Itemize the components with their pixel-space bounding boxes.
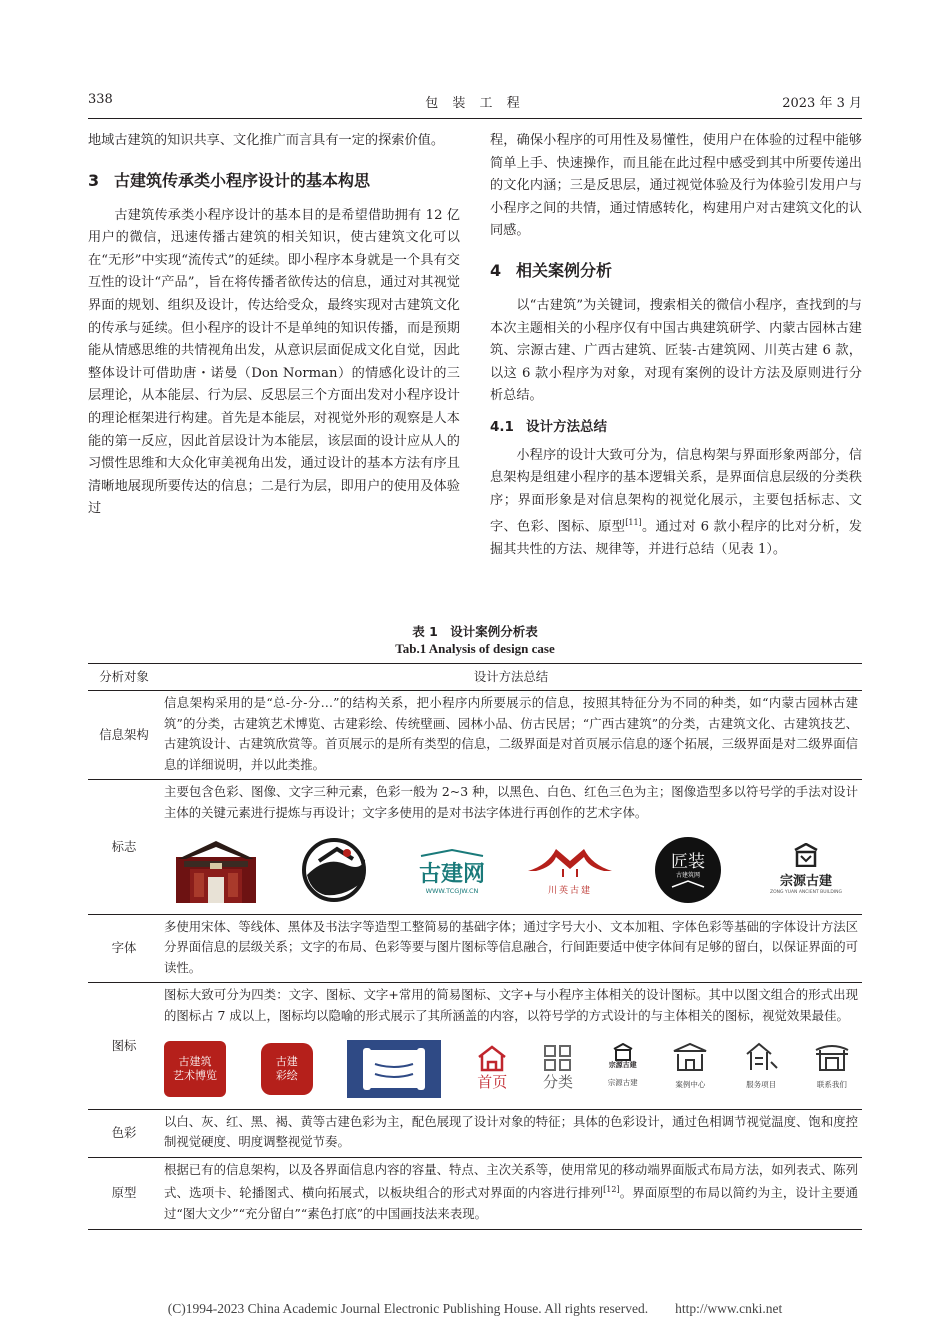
category-icon [543, 1044, 573, 1093]
logo-jiangzhuang-text: 匠装 [671, 851, 705, 872]
logo-zongyuan-text: 宗源古建 [779, 873, 832, 889]
row-text: 多使用宋体、等线体、黑体及书法字等造型工整简易的基础字体；通过字号大小、文本加粗、字体色彩等基础的字体设计方法区分界面信息的层级关系；文字的布局、色彩等要与图片图标等信息融合，行间距要适中使字体间有足够的留白，以保证界面的可读性。 [160, 914, 862, 983]
icon-label: 案例中心 [675, 1079, 706, 1089]
row-text: 以白、灰、红、黑、褐、黄等古建色彩为主，配色展现了设计对象的特征；具体的色彩设计，通过色相调节视觉温度、饱和度控制视觉硬度、明度调整视觉节奏。 [160, 1109, 862, 1157]
right-column [490, 130, 862, 562]
logo-gujianwang-url: WWW.TCGJW.CN [425, 887, 479, 896]
row-label: 色彩 [88, 1109, 160, 1157]
icon-label: 服务项目 [746, 1079, 777, 1089]
icon-label: 宗源古建 [607, 1078, 638, 1088]
paragraph-text: 。通过对 6 款小程序的比对分析，发掘其共性的方法、规律等，并进行总结（见表 1）。 [490, 519, 862, 558]
left-column [88, 130, 460, 521]
section-title: 相关案例分析 [516, 260, 613, 280]
table-row-icon [88, 983, 862, 1109]
table-row-color [88, 1109, 862, 1157]
icon-text: 艺术博览 [173, 1068, 217, 1082]
row-label: 字体 [88, 914, 160, 983]
icon-art-expo [164, 1041, 226, 1097]
row-text: 图标大致可分为四类：文字、图标、文字+常用的简易图标、文字+与小程序主体相关的设计图标。其中以图文组合的形式出现的图标占 7 成以上，图标均以隐喻的形式展示了其所涵盖的内容，以符号学的方式设计的与主体相关的图标，视觉效果最佳。 [164, 987, 858, 1023]
page-header [88, 92, 862, 114]
home-icon [476, 1044, 508, 1093]
table-header-object: 分析对象 [88, 664, 160, 691]
paragraph [490, 445, 862, 562]
subsection-number: 4.1 [490, 418, 514, 435]
zongyuan-icon [608, 1043, 638, 1094]
logo-zongyuan [760, 836, 852, 904]
row-text: 主要包含色彩、图像、文字三种元素，色彩一般为 2~3 种，以黑色、白色、红色三色为主；图像造型多以符号学的手法对设计主体的关键元素进行提炼与再设计；文字多使用的是对书法字体进行再创作的艺术字体。 [164, 784, 858, 820]
icon-inner-text: 宗源古建 [608, 1061, 637, 1070]
subsection-title: 设计方法总结 [526, 418, 607, 435]
table-row-prototype [88, 1157, 862, 1229]
icon-painting [261, 1043, 313, 1095]
icon-text: 古建筑 [178, 1054, 212, 1068]
logo-jiangzhuang [642, 836, 734, 904]
logo-gujianwang [406, 836, 498, 904]
journal-title: 包 装 工 程 [425, 96, 525, 111]
section-4-heading [490, 259, 862, 283]
design-case-table [88, 663, 862, 1230]
table-row-font [88, 914, 862, 983]
issue-date: 2023 年 3 月 [782, 96, 862, 111]
paragraph-text: 小程序的设计大致可分为，信息构架与界面形象两部分，信息架构是组建小程序的基本逻辑关系，是界面信息层级的分类秩序；界面形象是对信息架构的视觉化展示，主要包括标志、文字、色彩、图标、原型 [490, 447, 862, 535]
logo-jiangzhuang-side: 古建筑网 [675, 871, 700, 879]
table-header-summary: 设计方法总结 [160, 664, 862, 691]
header-rule [88, 118, 862, 119]
paragraph-continuation: 地域古建筑的知识共享、文化推广而言具有一定的探索价值。 [88, 133, 445, 148]
paragraph-continuation: 程，确保小程序的可用性及易懂性，使用户在体验的过程中能够简单上手、快速操作，而且能在此过程中感受到其中所要传递出的文化内涵；三是反思层，通过视觉体验及行为体验引发用户与小程序之间的共情，通过情感转化，构建用户对古建筑文化的认同感。 [490, 133, 862, 239]
paragraph: 以“古建筑”为关键词，搜索相关的微信小程序，查找到的与本次主题相关的小程序仅有中国古典建筑研学、内蒙古园林古建筑、宗源古建、广西古建筑、匠装-古建筑网、川英古建 6 款，以这 6 款小程序为对象，对现有案例的设计方法及原则进行分析总结。 [490, 297, 862, 404]
logo-ink-circle [288, 836, 380, 904]
row-text: 信息架构采用的是“总-分-分…”的结构关系，把小程序内所要展示的信息，按照其特征分为不同的种类，如“内蒙古园林古建筑”的分类，古建筑艺术博览、古建彩绘、传统壁画、园林小品、仿古民居；“广西古建筑”的分类，古建筑文化、古建筑技艺、古建筑设计、古建筑欣赏等。首页展示的是所有类型的信息，二级界面是对首页展示信息的逐个拓展，三级界面是对二级界面信息的详细说明，并以此类推。 [160, 691, 862, 780]
citation-ref[interactable]: [11] [625, 518, 642, 528]
table-caption-en: Tab.1 Analysis of design case [395, 641, 555, 656]
icon-gallery [164, 1037, 850, 1101]
icon-label: 分类 [542, 1073, 573, 1092]
icon-text: 古建 [275, 1054, 298, 1068]
row-label: 标志 [88, 780, 160, 914]
logo-gallery [170, 834, 852, 906]
icon-label: 联系我们 [816, 1079, 847, 1089]
logo-temple-photo [170, 836, 262, 904]
icon-label: 首页 [477, 1073, 508, 1092]
scroll-icon [347, 1040, 441, 1098]
section-number: 4 [490, 260, 502, 280]
row-label: 信息架构 [88, 691, 160, 780]
case-center-icon [672, 1042, 708, 1096]
table-row-info-architecture [88, 691, 862, 780]
table-row-logo [88, 780, 862, 914]
service-icon [743, 1042, 779, 1096]
paragraph: 古建筑传承类小程序设计的基本目的是希望借助拥有 12 亿用户的微信，迅速传播古建筑的相关知识，使古建筑文化可以在“无形”中实现“流传式”的延续。即小程序本身就是一个具有交互性的设计“产品”，旨在将传播者欲传达的信息，通过对其视觉界面的规划、组织及设计，传达给受众，最终实现对古建筑文化的传承与延续。但小程序的设计不是单纯的知识传播，而是预期能从情感思维的共情视角出发，从意识层面促成文化自觉，因此整体设计可借助唐・诺曼（Don Norman）的情感化设计的三层理论，从本能层、行为层、反思层三个方面出发对小程序设计的理论框架进行构建。首先是本能层，对视觉外形的观察是人本能的第一反应，因此首层设计为本能层，该层面的设计应从人的习惯性思维和大众化审美视角出发，通过设计的基本方法有序且清晰地展现所要传达的信息；二是行为层，即用户的使用及体验过 [88, 207, 460, 517]
icon-text: 彩绘 [275, 1068, 298, 1082]
section-4-1-heading [490, 416, 862, 439]
copyright-footer: (C)1994-2023 China Academic Journal Electronic Publishing House. All rights reserved. http://www.cnki.net [167, 1301, 783, 1316]
logo-zongyuan-sub: ZONG YUAN ANCIENT BUILDING [770, 889, 842, 895]
citation-ref[interactable]: [12] [603, 1185, 620, 1195]
row-text: 根据已有的信息架构，以及各界面信息内容的容量、特点、主次关系等，使用常见的移动端界面版式布局方法，如列表式、陈列式、选项卡、轮播图式、横向拓展式，以板块组合的形式对界面的内容进行排列 [164, 1161, 858, 1201]
section-3-heading [88, 169, 460, 193]
row-label: 原型 [88, 1157, 160, 1229]
row-label: 图标 [88, 983, 160, 1109]
section-title: 古建筑传承类小程序设计的基本构思 [114, 170, 371, 190]
table-caption-cn: 表 1 设计案例分析表 [412, 624, 538, 639]
logo-gujianwang-text: 古建网 [418, 862, 485, 888]
logo-roof-red [524, 836, 616, 904]
contact-icon [814, 1042, 850, 1096]
section-number: 3 [88, 170, 100, 190]
page-number: 338 [88, 92, 113, 107]
row-text: 。界面原型的布局以简约为主，设计主要通过“图大文少”“充分留白”“素色打底”的中国画技法来表现。 [164, 1185, 859, 1222]
logo-roof-red-text: 川英古建 [547, 885, 592, 896]
